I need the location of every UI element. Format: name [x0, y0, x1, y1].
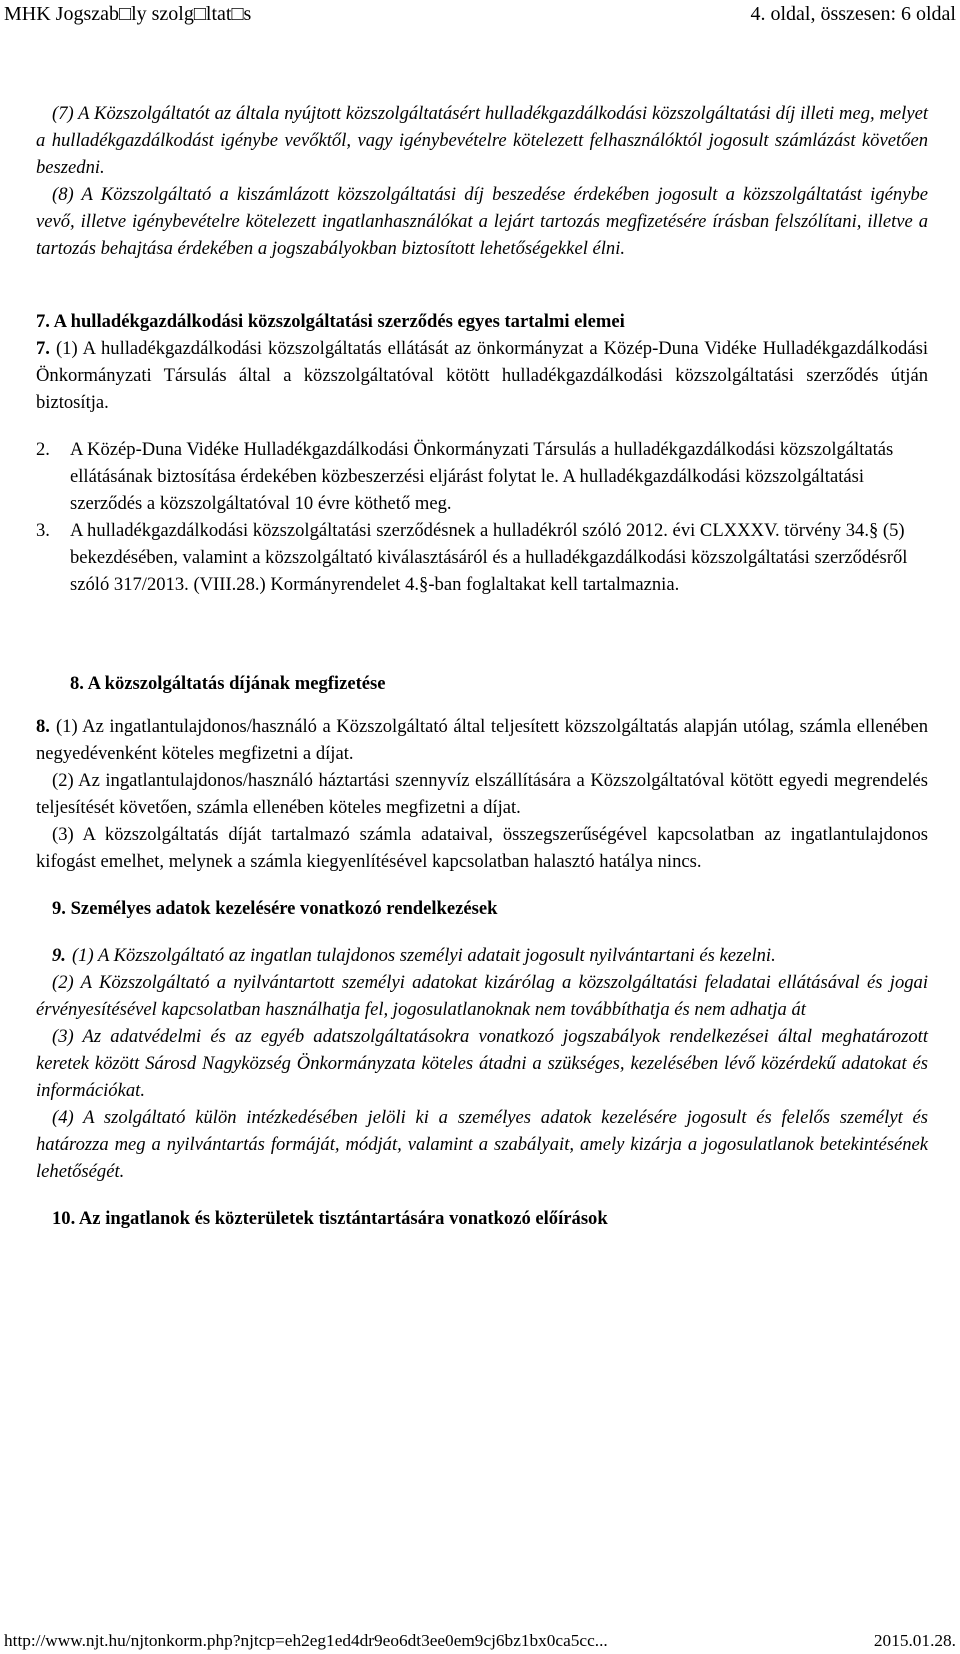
paragraph-8-1: [36, 713, 928, 767]
list-item: [36, 517, 928, 598]
paragraph-9-4: (4) A szolgáltató külön intézkedésében jelöli ki a személyes adatok kezelésére jogosult és felelős személyt és határozza meg a nyilvántartás formáját, módját, valamint a szabályait, amely kizárja a jogosulatlanok betekintésének lehetőségét.: [36, 1107, 928, 1182]
section-number-8: 8.: [36, 716, 50, 737]
list-item-text: A Közép-Duna Vidéke Hulladékgazdálkodási Önkormányzati Társulás a hulladékgazdálkodási közszolgáltatás ellátásának biztosítása érdekében közbeszerzési eljárást folytat le. A hulladékgazdálkodási közszolgáltatási szerződés a közszolgáltatóval 10 évre köthető meg.: [70, 439, 894, 514]
page-header: [0, 0, 960, 40]
footer-url[interactable]: http://www.njt.hu/njtonkorm.php?njtcp=eh2eg1ed4dr9eo6dt3ee0em9cj6bz1bx0ca5cc...: [4, 1631, 608, 1650]
document-body: [36, 100, 928, 1232]
paragraph-9-3: (3) Az adatvédelmi és az egyéb adatszolgáltatásokra vonatkozó jogszabályok rendelkezései által meghatározott keretek között Sárosd Nagyközség Önkormányzata köteles átadni a szükséges, kezelésében lévő közérdekű adatokat és információkat.: [36, 1026, 928, 1101]
paragraph-9-1-text: (1) A Közszolgáltató az ingatlan tulajdonos személyi adatait jogosult nyilvántartani és kezelni.: [71, 945, 776, 966]
paragraph-6-8: (8) A Közszolgáltató a kiszámlázott közszolgáltatási díj beszedése érdekében jogosult a közszolgáltatást igénybe vevő, illetve igénybevételre kötelezett ingatlanhasználókat a lejárt tartozás megfizetésére írásban felszólítani, illetve a tartozás behajtása érdekében a jogszabályokban biztosított lehetőségekkel élni.: [36, 184, 928, 259]
paragraph-8-2: (2) Az ingatlantulajdonos/használó háztartási szennyvíz elszállítására a Közszolgáltatóval kötött egyedi megrendelés teljesítését követően, számla ellenében köteles megfizetni a díjat.: [36, 770, 928, 818]
paragraph-7-1: [36, 335, 928, 416]
header-page-counter: 4. oldal, összesen: 6 oldal: [750, 3, 956, 25]
paragraph-9-1: [36, 942, 928, 969]
section-number-7: 7.: [36, 338, 50, 359]
list-item-number: 3.: [36, 520, 50, 541]
list-item-number: 2.: [36, 439, 50, 460]
section-heading-7: 7. A hulladékgazdálkodási közszolgáltatási szerződés egyes tartalmi elemei: [36, 311, 625, 332]
list-item: [36, 436, 928, 517]
paragraph-9-2: (2) A Közszolgáltató a nyilvántartott személyi adatokat kizárólag a közszolgáltatási feladatai ellátásával és jogai érvényesítésével kapcsolatban használhatja fel, jogosulatlanoknak nem továbbíthatja és nem adhatja át: [36, 972, 928, 1020]
paragraph-6-7: (7) A Közszolgáltatót az általa nyújtott közszolgáltatásért hulladékgazdálkodási közszolgáltatási díj illeti meg, melyet a hulladékgazdálkodást igénybe vevőktől, vagy igénybevételre kötelezett felhasználóktól jogosult számlázást követően beszedni.: [36, 103, 928, 178]
paragraph-8-1-text: (1) Az ingatlantulajdonos/használó a Közszolgáltató által teljesített közszolgáltatás alapján utólag, számla ellenében negyedévenként köteles megfizetni a díjat.: [36, 716, 928, 764]
list-item-text: A hulladékgazdálkodási közszolgáltatási szerződésnek a hulladékról szóló 2012. évi CLXXXV. törvény 34.§ (5) bekezdésében, valamint a közszolgáltató kiválasztásáról és a hulladékgazdálkodási közszolgáltatási szerződésről szóló 317/2013. (VIII.28.) Kormányrendelet 4.§-ban foglaltakat kell tartalmaznia.: [70, 520, 908, 595]
paragraph-7-1-text: (1) A hulladékgazdálkodási közszolgáltatás ellátását az önkormányzat a Közép-Duna Vidéke Hulladékgazdálkodási Önkormányzati Társulás által a közszolgáltatóval kötött hulladékgazdálkodási közszolgáltatási szerződés útján biztosítja.: [36, 338, 928, 413]
header-source-title: MHK Jogszab□ly szolg□ltat□s: [4, 3, 252, 25]
section-number-9: 9.: [52, 945, 66, 966]
section-heading-9: 9. Személyes adatok kezelésére vonatkozó rendelkezések: [52, 898, 498, 919]
paragraph-8-3: (3) A közszolgáltatás díját tartalmazó számla adataival, összegszerűségével kapcsolatban az ingatlantulajdonos kifogást emelhet, melynek a számla kiegyenlítésével kapcsolatban halasztó hatálya nincs.: [36, 824, 928, 872]
footer-date: 2015.01.28.: [873, 1631, 956, 1650]
page-footer: [0, 1628, 960, 1654]
section-heading-8: 8. A közszolgáltatás díjának megfizetése: [70, 673, 386, 694]
section-heading-10: 10. Az ingatlanok és közterületek tisztántartására vonatkozó előírások: [52, 1208, 608, 1229]
